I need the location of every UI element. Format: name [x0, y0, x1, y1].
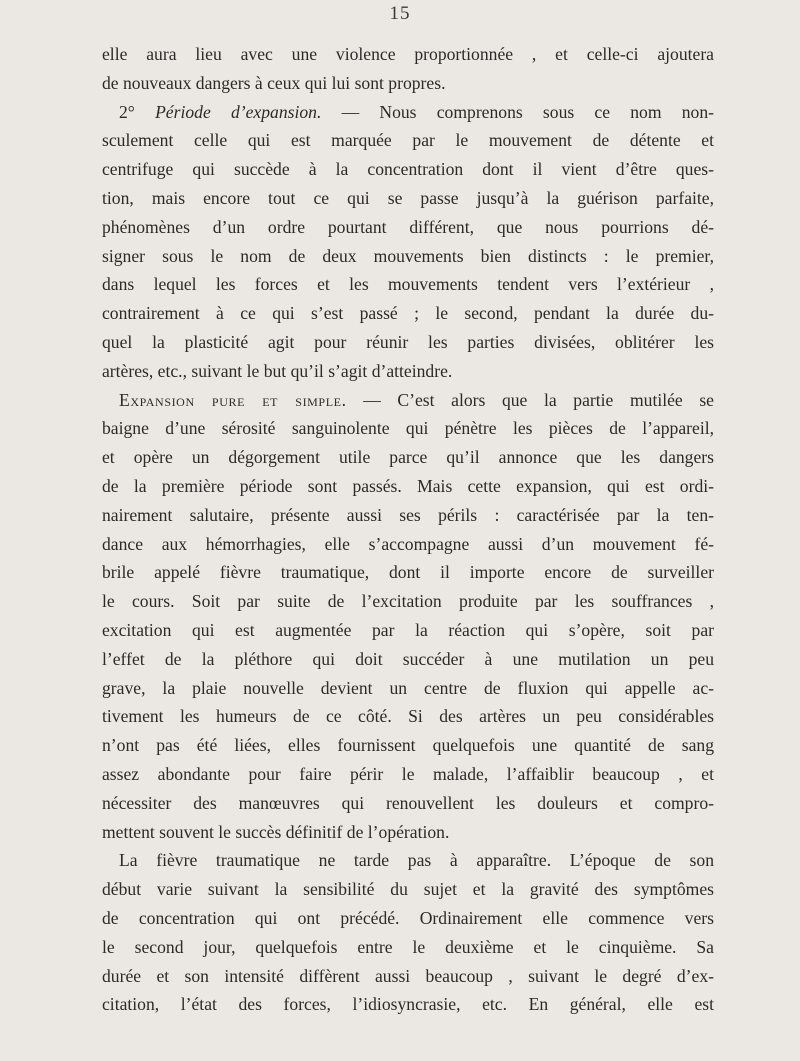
- text-line: excitation qui est augmentée par la réaction qui s’opère, soit par: [102, 619, 714, 640]
- section-number: 2°: [119, 101, 135, 122]
- text-line: de concentration qui ont précédé. Ordinairement elle commence vers: [102, 907, 714, 928]
- section-title: Période d’expansion.: [155, 101, 322, 122]
- text-line: nécessiter des manœuvres qui renouvellent les douleurs et compro-: [102, 792, 714, 813]
- text-line: de la première période sont passés. Mais cette expansion, qui est ordi-: [102, 475, 714, 496]
- body-text: [102, 40, 714, 1019]
- text-line: phénomènes d’un ordre pourtant différent, que nous pourrions dé-: [102, 216, 714, 237]
- text-line: l’effet de la pléthore qui doit succéder à une mutilation un peu: [102, 648, 714, 669]
- text-line: brile appelé fièvre traumatique, dont il importe encore de surveiller: [102, 562, 714, 583]
- text-line: baigne d’une sérosité sanguinolente qui pénètre les pièces de l’appareil,: [102, 418, 714, 439]
- subsection-intro-text: — C’est alors que la partie mutilée se: [346, 389, 714, 410]
- text-line: le second jour, quelquefois entre le deuxième et le cinquième. Sa: [102, 936, 714, 957]
- text-line: dans lequel les forces et les mouvements tendent vers l’extérieur ,: [102, 274, 714, 295]
- text-line: et opère un dégorgement utile parce qu’il annonce que les dangers: [102, 447, 714, 468]
- text-line: sculement celle qui est marquée par le mouvement de détente et: [102, 130, 714, 151]
- text-line: durée et son intensité diffèrent aussi beaucoup , suivant le degré d’ex-: [102, 965, 714, 986]
- text-line: mettent souvent le succès définitif de l’opération.: [102, 821, 450, 842]
- text-line: contrairement à ce qui s’est passé ; le second, pendant la durée du-: [102, 303, 714, 324]
- text-line: nairement salutaire, présente aussi ses périls : caractérisée par la ten-: [102, 504, 714, 525]
- subsection-heading-line: [102, 386, 714, 415]
- page-number: 15: [389, 3, 411, 24]
- text-line: La fièvre traumatique ne tarde pas à apparaître. L’époque de son: [119, 850, 714, 871]
- text-line: elle aura lieu avec une violence proportionnée , et celle-ci ajoutera: [102, 44, 714, 64]
- text-line: le cours. Soit par suite de l’excitation produite par les souffrances ,: [102, 591, 714, 612]
- section-heading-line: [102, 98, 714, 127]
- text-line: tivement les humeurs de ce côté. Si des artères un peu considérables: [102, 706, 714, 727]
- text-line: assez abondante pour faire périr le malade, l’affaiblir beaucoup , et: [102, 763, 714, 784]
- text-line: centrifuge qui succède à la concentration dont il vient d’être ques-: [102, 159, 714, 180]
- text-line: n’ont pas été liées, elles fournissent quelquefois une quantité de sang: [102, 735, 714, 756]
- text-line: de nouveaux dangers à ceux qui lui sont propres.: [102, 72, 446, 93]
- text-line: signer sous le nom de deux mouvements bien distincts : le premier,: [102, 245, 714, 266]
- subsection-title: Expansion pure et simple.: [119, 389, 347, 410]
- text-line: dance aux hémorrhagies, elle s’accompagne aussi d’un mouvement fé-: [102, 533, 714, 554]
- text-line: grave, la plaie nouvelle devient un centre de fluxion qui appelle ac-: [102, 677, 714, 698]
- text-line: citation, l’état des forces, l’idiosyncrasie, etc. En général, elle est: [102, 994, 714, 1015]
- section-intro-text: — Nous comprenons sous ce nom non-: [321, 101, 714, 122]
- text-line: tion, mais encore tout ce qui se passe jusqu’à la guérison parfaite,: [102, 187, 714, 208]
- text-line: début varie suivant la sensibilité du sujet et la gravité des symptômes: [102, 879, 714, 900]
- text-line: quel la plasticité agit pour réunir les parties divisées, oblitérer les: [102, 331, 714, 352]
- text-line: artères, etc., suivant le but qu’il s’agit d’atteindre.: [102, 360, 453, 381]
